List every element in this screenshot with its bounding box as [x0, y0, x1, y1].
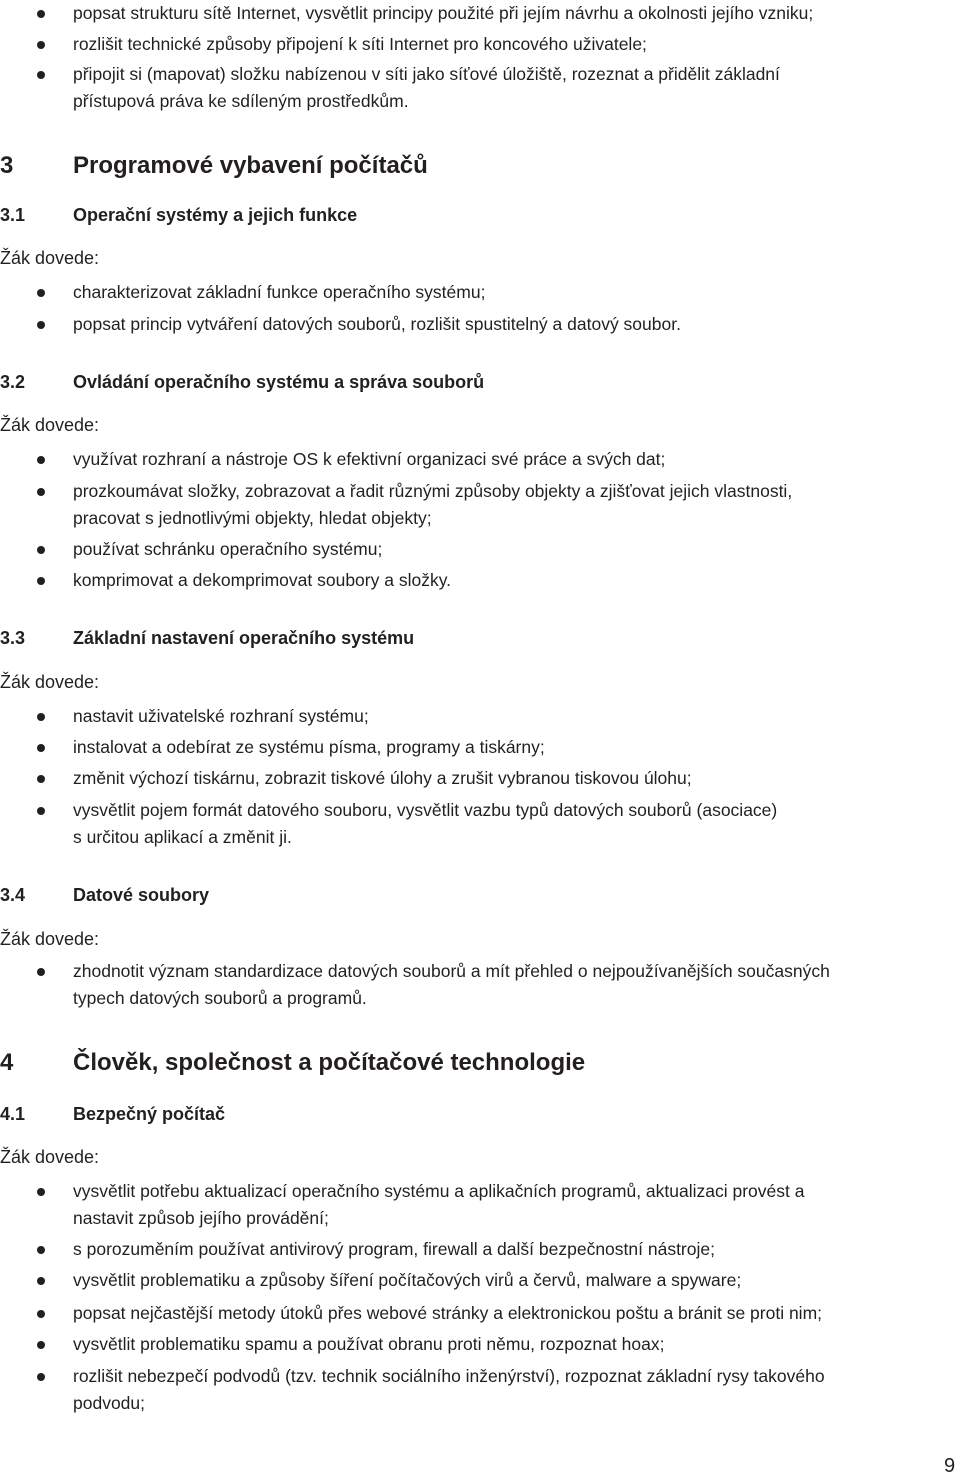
bullet-icon	[37, 1310, 45, 1318]
list-item-text: popsat princip vytváření datových souborů, rozlišit spustitelný a datový soubor.	[73, 314, 681, 334]
page-number: 9	[944, 1455, 956, 1477]
list-item-text: prozkoumávat složky, zobrazovat a řadit různými způsoby objekty a zjišťovat jejich vlastnosti,	[73, 481, 793, 501]
list-item-text: nastavit uživatelské rozhraní systému;	[73, 706, 369, 726]
section-heading-title: Programové vybavení počítačů	[73, 152, 428, 179]
list-item-text: popsat nejčastější metody útoků přes webové stránky a elektronickou poštu a bránit se proti nim;	[73, 1303, 823, 1323]
bullet-icon	[37, 321, 45, 329]
list-item-text: zhodnotit význam standardizace datových souborů a mít přehled o nejpoužívanějších současných	[73, 961, 830, 981]
list-item-text: komprimovat a dekomprimovat soubory a složky.	[73, 570, 452, 590]
section-heading-title: Člověk, společnost a počítačové technologie	[73, 1049, 586, 1076]
list-item-text: s určitou aplikací a změnit ji.	[73, 827, 292, 847]
subsection-heading-number: 3.4	[0, 885, 26, 905]
outcomes-label: Žák dovede:	[0, 929, 100, 949]
bullet-icon	[37, 1246, 45, 1254]
subsection-heading-number: 4.1	[0, 1104, 26, 1124]
list-item-text: instalovat a odebírat ze systému písma, programy a tiskárny;	[73, 737, 545, 757]
bullet-icon	[37, 41, 45, 49]
outcomes-label: Žák dovede:	[0, 248, 100, 268]
outcomes-label: Žák dovede:	[0, 1147, 100, 1167]
bullet-icon	[37, 968, 45, 976]
subsection-heading-number: 3.2	[0, 372, 26, 392]
bullet-icon	[37, 1373, 45, 1381]
bullet-icon	[37, 10, 45, 18]
list-item-text: popsat strukturu sítě Internet, vysvětlit principy použité při jejím návrhu a okolnosti jejího vzniku;	[73, 3, 814, 23]
bullet-icon	[37, 546, 45, 554]
list-item-text: rozlišit nebezpečí podvodů (tzv. technik sociálního inženýrství), rozpoznat základní rysy takového	[73, 1366, 825, 1386]
list-item-text: vysvětlit problematiku spamu a používat obranu proti němu, rozpoznat hoax;	[73, 1334, 665, 1354]
bullet-icon	[37, 713, 45, 721]
subsection-heading-title: Ovládání operačního systému a správa souborů	[73, 372, 485, 392]
bullet-icon	[37, 456, 45, 464]
list-item-text: typech datových souborů a programů.	[73, 988, 367, 1008]
bullet-icon	[37, 1341, 45, 1349]
outcomes-label: Žák dovede:	[0, 672, 100, 692]
bullet-icon	[37, 744, 45, 752]
bullet-icon	[37, 1188, 45, 1196]
subsection-heading-title: Operační systémy a jejich funkce	[73, 205, 358, 225]
list-item-text: vysvětlit pojem formát datového souboru, vysvětlit vazbu typů datových souborů (asociace)	[73, 800, 778, 820]
section-heading-number: 3	[0, 152, 14, 179]
list-item-text: vysvětlit problematiku a způsoby šíření počítačových virů a červů, malware a spyware;	[73, 1270, 742, 1290]
bullet-icon	[37, 1277, 45, 1285]
list-item-text: připojit si (mapovat) složku nabízenou v síti jako síťové úložiště, rozeznat a přidělit základní	[73, 64, 780, 84]
list-item-text: používat schránku operačního systému;	[73, 539, 383, 559]
bullet-icon	[37, 71, 45, 79]
subsection-heading-number: 3.1	[0, 205, 26, 225]
bullet-icon	[37, 807, 45, 815]
subsection-heading-title: Datové soubory	[73, 885, 210, 905]
subsection-heading-number: 3.3	[0, 628, 26, 648]
bullet-icon	[37, 289, 45, 297]
outcomes-label: Žák dovede:	[0, 415, 100, 435]
list-item-text: podvodu;	[73, 1393, 146, 1413]
list-item-text: přístupová práva ke sdíleným prostředkům.	[73, 91, 409, 111]
subsection-heading-title: Bezpečný počítač	[73, 1104, 226, 1124]
list-item-text: pracovat s jednotlivými objekty, hledat objekty;	[73, 508, 432, 528]
list-item-text: nastavit způsob jejího provádění;	[73, 1208, 329, 1228]
section-heading-number: 4	[0, 1049, 14, 1076]
bullet-icon	[37, 577, 45, 585]
list-item-text: změnit výchozí tiskárnu, zobrazit tiskové úlohy a zrušit vybranou tiskovou úlohu;	[73, 768, 692, 788]
list-item-text: rozlišit technické způsoby připojení k síti Internet pro koncového uživatele;	[73, 34, 647, 54]
list-item-text: využívat rozhraní a nástroje OS k efektivní organizaci své práce a svých dat;	[73, 449, 666, 469]
bullet-icon	[37, 488, 45, 496]
subsection-heading-title: Základní nastavení operačního systému	[73, 628, 415, 648]
bullet-icon	[37, 775, 45, 783]
list-item-text: vysvětlit potřebu aktualizací operačního systému a aplikačních programů, aktualizaci provést a	[73, 1181, 805, 1201]
list-item-text: charakterizovat základní funkce operačního systému;	[73, 282, 486, 302]
list-item-text: s porozuměním používat antivirový program, firewall a další bezpečnostní nástroje;	[73, 1239, 715, 1259]
